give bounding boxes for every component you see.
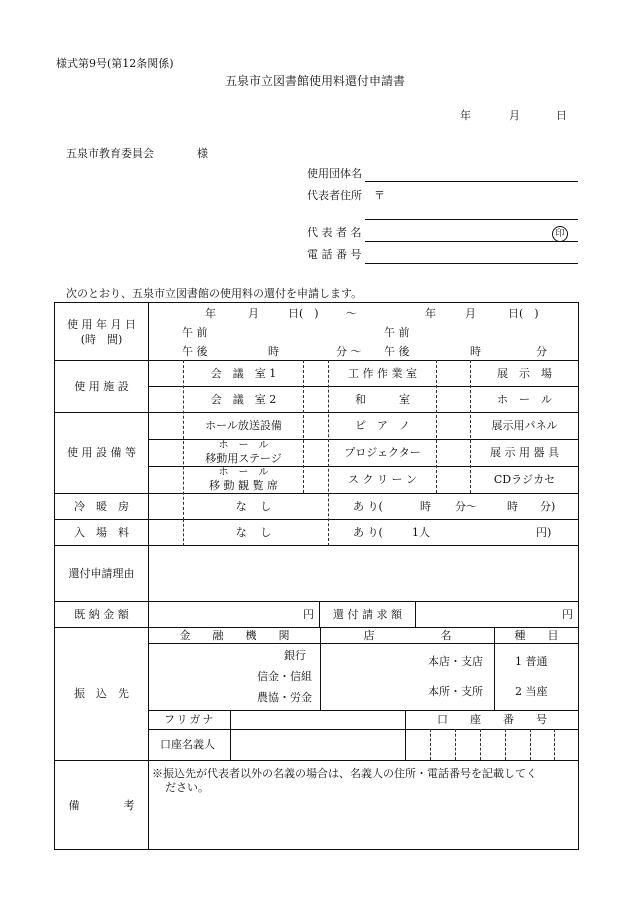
from-year: 年 xyxy=(205,307,216,320)
form-number: 様式第9号(第12条関係) xyxy=(56,57,174,70)
transfer-label: 振 込 先 xyxy=(74,687,129,700)
entry-fee-label: 入 場 料 xyxy=(74,526,129,539)
from-minute: 分 ～ xyxy=(336,345,362,358)
equip-seats-line1: ホ ー ル xyxy=(218,467,269,478)
entry-fee-yes[interactable]: あ り( xyxy=(353,526,383,539)
account-holder-label: 口座名義人 xyxy=(160,738,215,751)
furigana-label: フリガナ xyxy=(164,713,216,726)
aircon-none[interactable]: な し xyxy=(235,500,277,513)
reason-label: 還付申請理由 xyxy=(68,567,135,580)
bank-option-bank[interactable]: 銀行 xyxy=(284,649,306,662)
equip-cd-player[interactable]: CDラジカセ xyxy=(493,473,556,486)
branch-option-1[interactable]: 本店・支店 xyxy=(428,655,483,668)
remarks-note-line2: ださい。 xyxy=(165,781,209,794)
equip-stage-line1: ホ ー ル xyxy=(218,440,269,451)
refund-amount-yen: 円 xyxy=(562,608,573,621)
equip-display-tools[interactable]: 展 示 用 器 具 xyxy=(490,446,559,459)
to-minute: 分 xyxy=(536,345,547,358)
aircon-min-to: 分～ xyxy=(455,500,477,513)
to-year: 年 xyxy=(425,307,436,320)
intro-text: 次のとおり、五泉市立図書館の使用料の還付を申請します。 xyxy=(66,287,363,300)
equip-mobile-seats[interactable]: 移 動 観 覧 席 xyxy=(209,479,278,492)
remarks-note-line1: ※振込先が代表者以外の名義の場合は、名義人の住所・電話番号を記載してく xyxy=(152,767,537,780)
bank-header: 金 融 機 関 xyxy=(179,629,290,642)
address-label: 代表者住所 xyxy=(307,189,362,202)
account-number-label: 口 座 番 号 xyxy=(437,713,547,726)
addressee-honorific: 様 xyxy=(197,147,208,160)
phone-field[interactable] xyxy=(365,263,578,264)
equip-mobile-stage[interactable]: 移動用ステージ xyxy=(205,452,282,465)
equipment-label: 使 用 設 備 等 xyxy=(67,446,136,459)
phone-label: 電 話 番 号 xyxy=(307,248,362,261)
from-day: 日( ) xyxy=(288,307,319,320)
account-type-header: 種 目 xyxy=(514,629,559,642)
equip-hall-broadcast[interactable]: ホール放送設備 xyxy=(205,419,282,432)
to-am[interactable]: 午 前 xyxy=(384,326,410,339)
account-type-ordinary[interactable]: 1 普通 xyxy=(515,655,548,668)
aircon-label: 冷 暖 房 xyxy=(74,500,129,513)
entry-fee-none[interactable]: な し xyxy=(235,526,277,539)
to-hour: 時 xyxy=(470,345,481,358)
account-type-current[interactable]: 2 当座 xyxy=(515,685,548,698)
branch-option-2[interactable]: 本所・支所 xyxy=(428,685,483,698)
equip-screen[interactable]: ス ク リ ー ン xyxy=(348,473,417,486)
group-name-field[interactable] xyxy=(365,181,578,182)
aircon-hour2: 時 xyxy=(507,500,518,513)
facility-label: 使 用 施 設 xyxy=(74,380,129,393)
entry-fee-per-person: 1人 xyxy=(412,526,430,539)
use-time-label: (時 間) xyxy=(80,333,123,346)
branch-header: 店 名 xyxy=(363,629,452,642)
from-month: 月 xyxy=(248,307,259,320)
facility-japanese-room[interactable]: 和 室 xyxy=(355,393,410,406)
facility-exhibition[interactable]: 展 示 場 xyxy=(497,367,552,380)
facility-workshop[interactable]: 工 作 作 業 室 xyxy=(348,367,417,380)
seal-mark: 印 xyxy=(552,226,568,242)
facility-meeting-room-1[interactable]: 会 議 室 1 xyxy=(210,367,277,380)
to-day: 日( ) xyxy=(508,307,539,320)
from-hour: 時 xyxy=(268,345,279,358)
facility-meeting-room-2[interactable]: 会 議 室 2 xyxy=(210,393,277,406)
from-am[interactable]: 午 前 xyxy=(182,326,208,339)
address-field[interactable] xyxy=(365,219,578,220)
remarks-label: 備 考 xyxy=(68,799,135,812)
from-pm[interactable]: 午 後 xyxy=(182,345,208,358)
postal-mark: 〒 xyxy=(374,189,385,202)
rep-name-field[interactable] xyxy=(365,241,578,242)
rep-name-label: 代 表 者 名 xyxy=(307,226,362,239)
date-day: 日 xyxy=(556,109,567,122)
bank-option-shinkin[interactable]: 信金・信組 xyxy=(257,670,312,683)
equip-piano[interactable]: ピ ア ノ xyxy=(355,419,410,432)
entry-fee-yen: 円) xyxy=(536,526,552,539)
paid-amount-label: 既 納 金 額 xyxy=(74,608,129,621)
aircon-hour: 時 xyxy=(420,500,431,513)
aircon-min: 分) xyxy=(540,500,556,513)
aircon-yes[interactable]: あ り( xyxy=(353,500,383,513)
group-name-label: 使用団体名 xyxy=(307,167,362,180)
date-year: 年 xyxy=(460,109,471,122)
page-title: 五泉市立図書館使用料還付申請書 xyxy=(225,74,406,88)
date-month: 月 xyxy=(509,109,520,122)
to-pm[interactable]: 午 後 xyxy=(384,345,410,358)
facility-hall[interactable]: ホ ー ル xyxy=(497,393,552,406)
to-month: 月 xyxy=(465,307,476,320)
equip-display-panel[interactable]: 展示用パネル xyxy=(491,419,558,432)
addressee-name: 五泉市教育委員会 xyxy=(66,147,154,160)
bank-option-nokyo[interactable]: 農協・労金 xyxy=(257,691,312,704)
use-date-label: 使 用 年 月 日 xyxy=(67,318,136,331)
paid-amount-yen: 円 xyxy=(303,608,314,621)
equip-projector[interactable]: プロジェクター xyxy=(344,446,421,459)
date-range-sep: ～ xyxy=(346,307,357,320)
reason-field[interactable] xyxy=(149,546,578,601)
refund-amount-label: 還 付 請 求 額 xyxy=(333,608,402,621)
